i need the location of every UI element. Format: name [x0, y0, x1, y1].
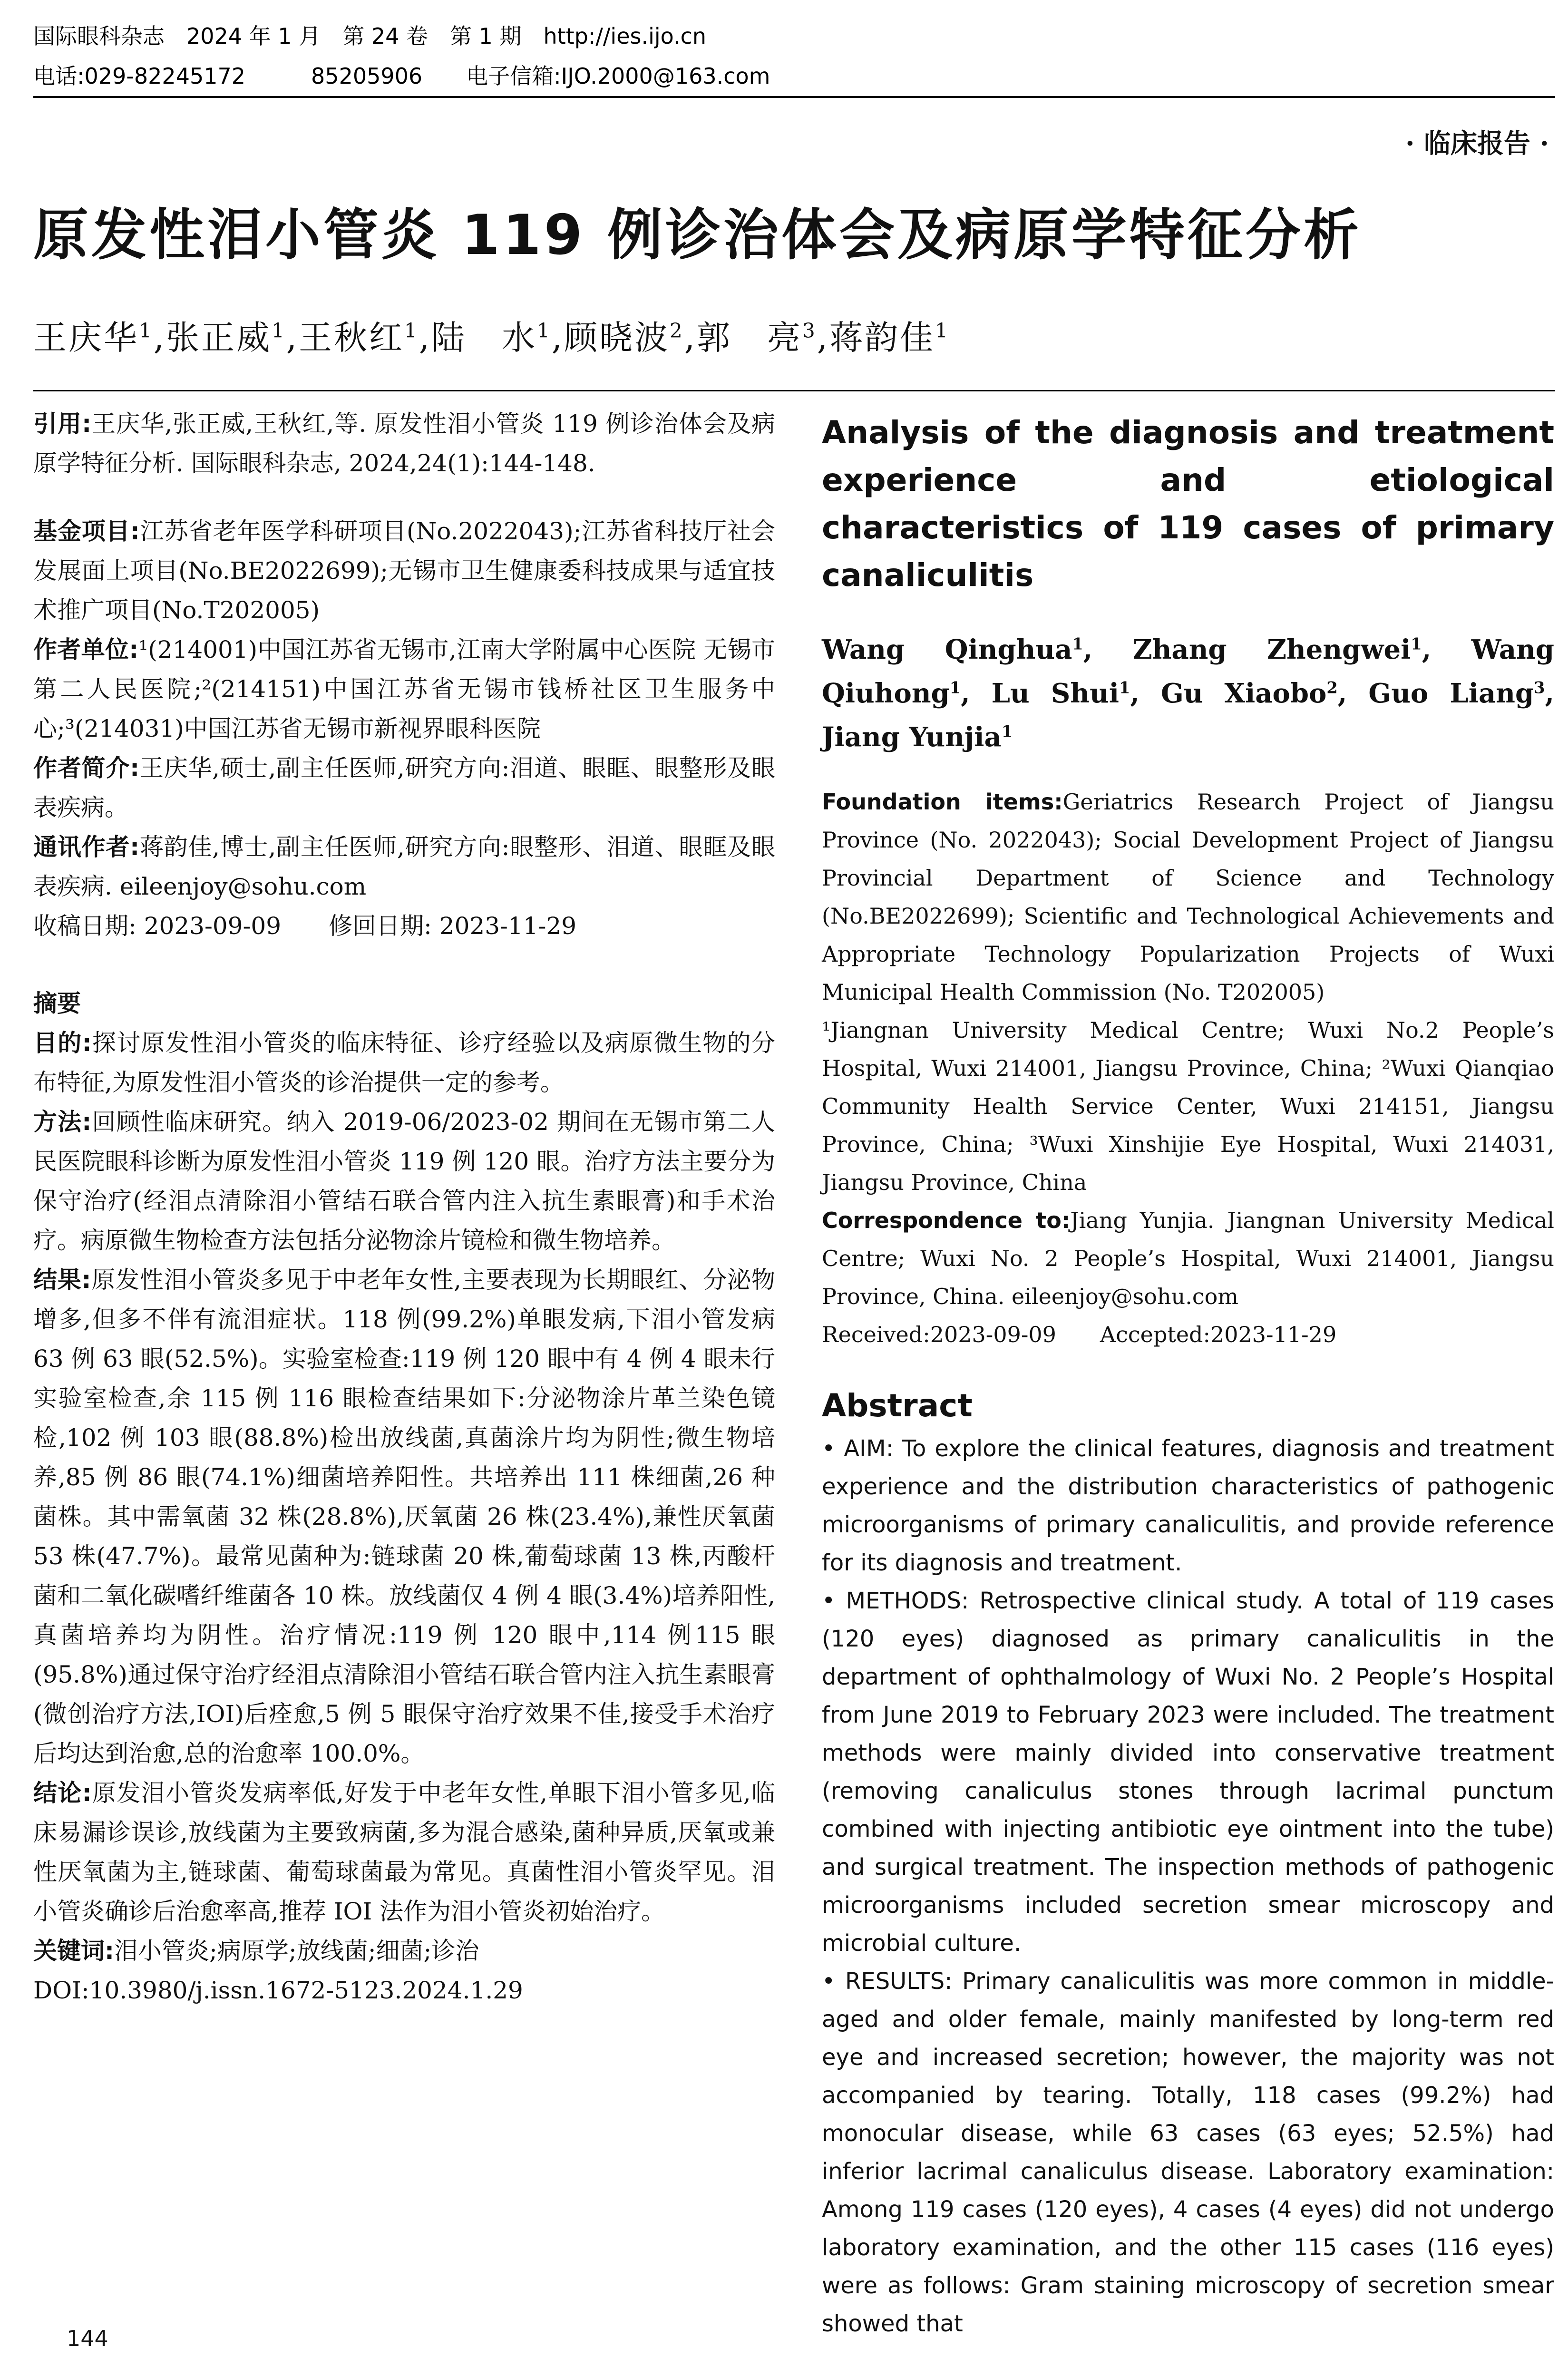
authors-en: Wang Qinghua$^1$, Zhang Zhengwei$^1$, Wang Qiuhong$^1$, Lu Shui$^1$, Gu Xiaobo$^2$, Guo Liang$^3$, Jiang Yunjia$^1$	[822, 634, 1555, 753]
corr-text: 蒋韵佳,博士,副主任医师,研究方向:眼整形、泪道、眼眶及眼表疾病. eileenjoy@sohu.com	[33, 833, 776, 900]
author-cn-1: 张正威$^1$	[166, 318, 286, 357]
author-en-sup-4: 2	[1326, 678, 1338, 697]
corr-label: 通讯作者:	[33, 833, 140, 861]
conclusion	[33, 1773, 775, 1931]
author-en-sup-1: 1	[1411, 634, 1422, 653]
en-dates: Received:2023-09-09 Accepted:2023-11-29	[822, 1322, 1337, 1347]
author-cn-sup-3: 1	[537, 319, 552, 342]
kw-text: 泪小管炎;病原学;放线菌;细菌;诊治	[114, 1937, 479, 1965]
en-methods-label: • METHODS:	[822, 1588, 969, 1614]
result-text: 原发性泪小管炎多见于中老年女性,主要表现为长期眼红、分泌物增多,但多不伴有流泪症状。118 例(99.2%)单眼发病,下泪小管发病 63 例 63 眼(52.5%)。实验室检查:119 例 120 眼中有 4 例 4 眼未行实验室检查,余 115 例 116 眼检查结果如下:分泌物涂片革兰染色镜检,102 例 103 眼(88.8%)检出放线菌,真菌涂片均为阴性;微生物培养,85 例 86 眼(74.1%)细菌培养阳性。共培养出 111 株细菌,26 种菌株。其中需氧菌 32 株(28.8%),厌氧菌 26 株(23.4%),兼性厌氧菌 53 株(47.7%)。最常见菌种为:链球菌 20 株,葡萄球菌 13 株,丙酸杆菌和二氧化碳嗜纤维菌各 10 株。放线菌仅 4 例 4 眼(3.4%)培养阳性,真菌培养均为阴性。治疗情况:119 例 120 眼中,114 例115 眼(95.8%)通过保守治疗经泪点清除泪小管结石联合管内注入抗生素眼膏(微创治疗方法,IOI)后痊愈,5 例 5 眼保守治疗效果不佳,接受手术治疗后均达到治愈,总的治愈率 100.0%。	[33, 1266, 775, 1767]
article-title: 原发性泪小管炎 119 例诊治体会及病原学特征分析	[33, 203, 1362, 267]
journal-header-line1: 国际眼科杂志 2024 年 1 月 第 24 卷 第 1 期 http://ies.ijo.cn	[33, 23, 707, 49]
title-rule	[33, 390, 1555, 391]
abstract-heading: Abstract	[822, 1387, 973, 1424]
bio-label: 作者简介:	[33, 754, 140, 782]
en-corr-text: Jiang Yunjia. Jiangnan University Medical Centre; Wuxi No. 2 People’s Hospital, Wuxi 214001, Jiangsu Province, China. eileenjoy@sohu.com	[822, 1208, 1554, 1309]
keywords	[33, 1931, 775, 1971]
en-affiliations: ¹Jiangnan University Medical Centre; Wuxi No.2 People’s Hospital, Wuxi 214001, Jiangsu Province, China; ²Wuxi Qianqiao Community Health Service Center, Wuxi 214151, Jiangsu Province, China; ³Wuxi Xinshijie Eye Hospital, Wuxi 214031, Jiangsu Province, China	[822, 1017, 1554, 1195]
author-en-3: Lu Shui$^1$	[991, 678, 1130, 709]
author-cn-sup-0: 1	[139, 319, 154, 342]
en-results-label: • RESULTS:	[822, 1968, 953, 1995]
en-corr-label: Correspondence to:	[822, 1208, 1071, 1233]
english-title: Analysis of the diagnosis and treatment experience and etiological characteristics of 119 cases of primary canaliculitis	[822, 414, 1554, 594]
aim-text: 探讨原发性泪小管炎的临床特征、诊疗经验以及病原微生物的分布特征,为原发性泪小管炎的诊治提供一定的参考。	[33, 1029, 776, 1096]
section-label: · 临床报告 ·	[1405, 128, 1549, 159]
en-fund-label: Foundation items:	[822, 789, 1063, 815]
left-column	[33, 404, 775, 2010]
abstract-label: 摘要	[33, 990, 81, 1017]
unit-label: 作者单位:	[33, 636, 139, 663]
fund-text: 江苏省老年医学科研项目(No.2022043);江苏省科技厅社会发展面上项目(No.BE2022699);无锡市卫生健康委科技成果与适宜技术推广项目(No.T202005)	[33, 517, 775, 624]
en-corr	[822, 1201, 1554, 1315]
page-number: 144	[67, 2326, 108, 2351]
author-cn-2: 王秋红$^1$	[299, 318, 419, 357]
aim-label: 目的:	[33, 1029, 92, 1057]
method-text: 回顾性临床研究。纳入 2019-06/2023-02 期间在无锡市第二人民医院眼科诊断为原发性泪小管炎 119 例 120 眼。治疗方法主要分为保守治疗(经泪点清除泪小管结石联合管内注入抗生素眼膏)和手术治疗。病原微生物检查方法包括分泌物涂片镜检和微生物培养。	[33, 1108, 775, 1254]
concl-text: 原发泪小管炎发病率低,好发于中老年女性,单眼下泪小管多见,临床易漏诊误诊,放线菌为主要致病菌,多为混合感染,菌种异质,厌氧或兼性厌氧菌为主,链球菌、葡萄球菌最为常见。真菌性泪小管炎罕见。泪小管炎确诊后治愈率高,推荐 IOI 法作为泪小管炎初始治疗。	[33, 1779, 775, 1925]
unit-text: ¹(214001)中国江苏省无锡市,江南大学附属中心医院 无锡市第二人民医院;²(214151)中国江苏省无锡市钱桥社区卫生服务中心;³(214031)中国江苏省无锡市新视界眼科医院	[33, 636, 776, 742]
author-en-sup-6: 1	[1001, 721, 1013, 741]
bio	[33, 749, 775, 828]
right-column	[822, 409, 1554, 2343]
author-en-6: Jiang Yunjia$^1$	[822, 721, 1013, 753]
author-en-5: Guo Liang$^3$	[1368, 678, 1545, 709]
method	[33, 1102, 775, 1260]
result	[33, 1260, 775, 1773]
fund-label: 基金项目:	[33, 517, 140, 545]
author-cn-sup-4: 2	[670, 319, 684, 342]
method-label: 方法:	[33, 1108, 92, 1136]
author-en-sup-2: 1	[949, 678, 961, 697]
author-cn-6: 蒋韵佳$^1$	[829, 318, 950, 357]
author-cn-sup-2: 1	[404, 319, 419, 342]
doi: DOI:10.3980/j.issn.1672-5123.2024.1.29	[33, 1977, 523, 2004]
en-fund-text: Geriatrics Research Project of Jiangsu Province (No. 2022043); Social Development Project of Jiangsu Provincial Department of Science and Technology (No.BE2022699); Scientific and Technological Achievements and Appropriate Technology Popularization Projects of Wuxi Municipal Health Commission (No. T202005)	[822, 789, 1554, 1005]
en-aim	[822, 1430, 1554, 1582]
citation	[33, 404, 775, 483]
author-en-0: Wang Qinghua$^1$	[822, 634, 1083, 665]
header-rule	[33, 96, 1555, 98]
dates: 收稿日期: 2023-09-09 修回日期: 2023-11-29	[33, 912, 577, 940]
kw-label: 关键词:	[33, 1937, 114, 1965]
en-methods	[822, 1582, 1554, 1962]
unit	[33, 630, 775, 749]
author-en-sup-3: 1	[1119, 678, 1130, 697]
author-cn-sup-5: 3	[802, 319, 817, 342]
en-fund	[822, 783, 1554, 1011]
author-cn-5: 郭 亮$^3$	[697, 318, 817, 357]
result-label: 结果:	[33, 1266, 91, 1294]
author-en-4: Gu Xiaobo$^2$	[1160, 678, 1338, 709]
fund	[33, 512, 775, 630]
author-en-sup-0: 1	[1072, 634, 1083, 653]
en-methods-text: Retrospective clinical study. A total of 119 cases (120 eyes) diagnosed as primary canaliculitis in the department of ophthalmology of Wuxi No. 2 People’s Hospital from June 2019 to February 2023 were included. The treatment methods were mainly divided into conservative treatment (removing canaliculus stones through lacrimal punctum combined with injecting antibiotic eye ointment into the tube) and surgical treatment. The inspection methods of pathogenic microorganisms included secretion smear microscopy and microbial culture.	[822, 1588, 1555, 1957]
corr	[33, 828, 775, 906]
en-results	[822, 1962, 1554, 2343]
concl-label: 结论:	[33, 1779, 92, 1807]
en-aim-label: • AIM:	[822, 1435, 894, 1462]
aim	[33, 1023, 775, 1102]
citation-label: 引用:	[33, 410, 92, 438]
en-aim-text: To explore the clinical features, diagnosis and treatment experience and the distribution characteristics of pathogenic microorganisms of primary canaliculitis, and provide reference for its diagnosis and treatment.	[822, 1435, 1554, 1576]
en-results-text: Primary canaliculitis was more common in middle-aged and older female, mainly manifested by long-term red eye and increased secretion; however, the majority was not accompanied by tearing. Totally, 118 cases (99.2%) had monocular disease, while 63 cases (63 eyes; 52.5%) had inferior lacrimal canaliculus disease. Laboratory examination: Among 119 cases (120 eyes), 4 cases (4 eyes) did not undergo laboratory examination, and the other 115 cases (116 eyes) were as follows: Gram staining microscopy of secretion smear showed that	[822, 1968, 1555, 2337]
bio-text: 王庆华,硕士,副主任医师,研究方向:泪道、眼眶、眼整形及眼表疾病。	[33, 754, 776, 821]
authors-cn: 王庆华$^1$,张正威$^1$,王秋红$^1$,陆 水$^1$,顾晓波$^2$,郭 亮$^3$,蒋韵佳$^1$	[33, 318, 950, 357]
author-cn-4: 顾晓波$^2$	[564, 318, 684, 357]
author-en-1: Zhang Zhengwei$^1$	[1132, 634, 1422, 665]
citation-text: 王庆华,张正威,王秋红,等. 原发性泪小管炎 119 例诊治体会及病原学特征分析. 国际眼科杂志, 2024,24(1):144-148.	[33, 410, 775, 477]
journal-header-line2: 电话:029-82245172 85205906 电子信箱:IJO.2000@163.com	[33, 63, 770, 89]
author-en-sup-5: 3	[1534, 678, 1545, 697]
author-cn-0: 王庆华$^1$	[33, 318, 154, 357]
author-cn-sup-1: 1	[272, 319, 286, 342]
author-cn-sup-6: 1	[935, 319, 950, 342]
author-en-2: Wang Qiuhong$^1$	[822, 634, 1554, 709]
author-cn-3: 陆 水$^1$	[431, 318, 552, 357]
